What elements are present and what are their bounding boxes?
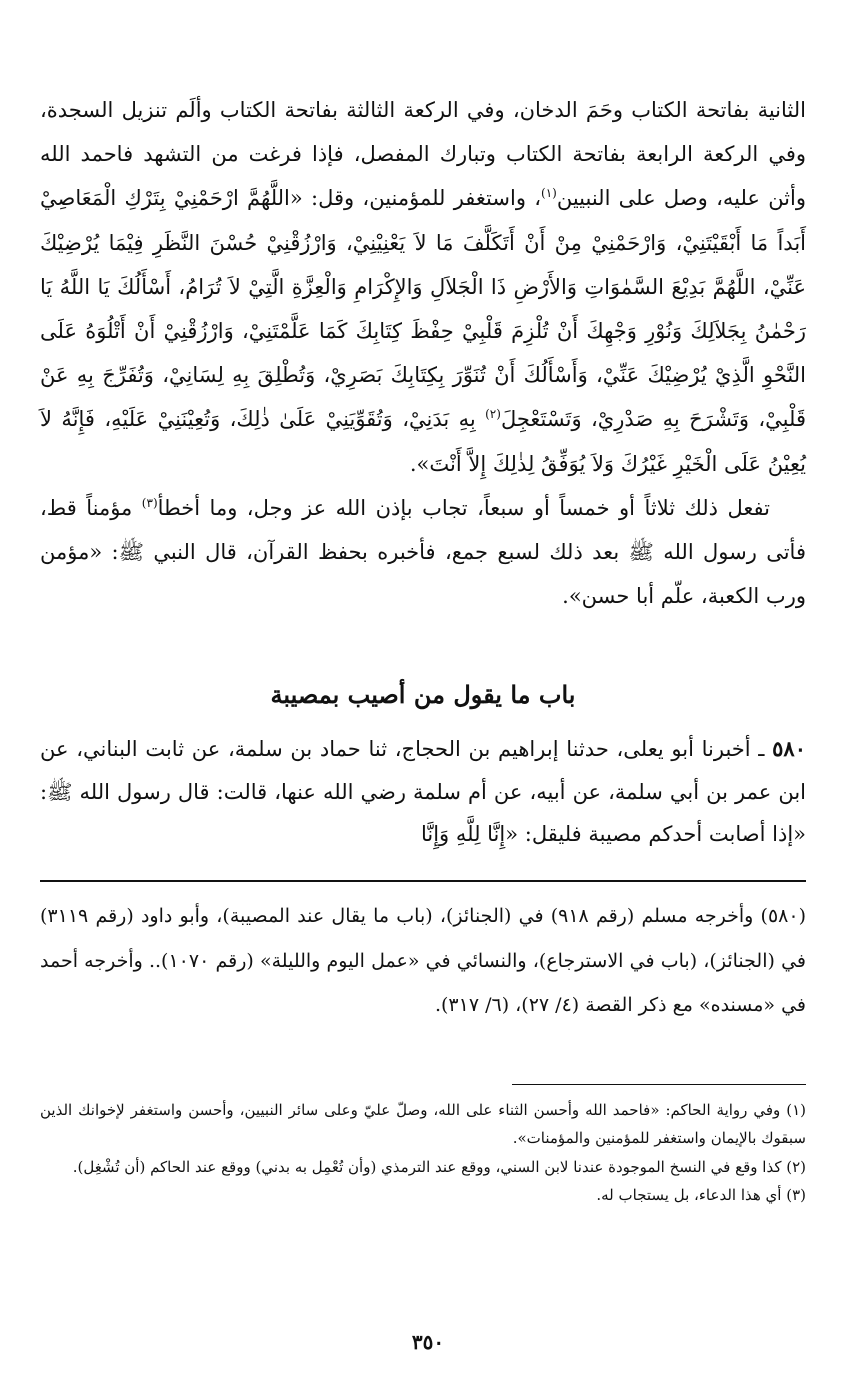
text-segment: بِهِ بَدَنِيْ، وَتُقَوِّيَنِيْ عَلَىٰ ذٰلِكَ، وَتُعِيْنَنِيْ عَلَيْهِ، فَإِنَّهُ لاَ يُعِيْنُ عَلَى الْخَيْرِ غَيْرُكَ وَلاَ يُوَفِّقُ لِذٰلِكَ إِلاَّ أَنْتَ». (40, 407, 806, 476)
footnote-marker-1: (١) (541, 186, 557, 201)
footnote-3: (٣) أي هذا الدعاء، بل يستجاب له. (596, 1186, 806, 1205)
hadith-text: ـ أخبرنا أبو يعلى، حدثنا إبراهيم بن الحجاج، ثنا حماد بن سلمة، عن ثابت البناني، عن ابن عمر بن أبي سلمة، عن أبيه، عن أم سلمة رضي الله عنها، قالت: قال رسول الله ﷺ: «إذا أصابت أحدكم مصيبة فليقل: «إِنَّا لِلَّهِ وَإِنَّا (40, 737, 806, 847)
footnote-marker-3: (٣) (141, 495, 158, 510)
text-segment: مؤمناً قط، فأتى رسول الله ﷺ بعد ذلك لسبع جمع، فأخبره بحفظ القرآن، قال النبي ﷺ: «مؤمن ورب الكعبة، علّم أبا حسن». (40, 495, 806, 609)
footnote-marker-2: (٢) (485, 407, 501, 422)
footnotes (40, 1096, 806, 1210)
instruction-paragraph (40, 486, 806, 619)
hadith-number: ٥٨٠ (772, 736, 806, 761)
dua-paragraph (40, 88, 806, 486)
text-segment: ، واستغفر للمؤمنين، وقل: «اللَّهُمَّ ارْحَمْنِيْ بِتَرْكِ الْمَعَاصِيْ أَبَداً مَا أَبْقَيْتَنِيْ، وَارْحَمْنِيْ مِنْ أَنْ أَتَكَلَّفَ مَا لاَ يَعْنِيْنِيْ، وَارْزُقْنِيْ حُسْنَ النَّظَرِ فِيْمَا يُرْضِيْكَ عَنِّيْ، اللَّهُمَّ بَدِيْعَ السَّمٰوَاتِ وَالأَرْضِ ذَا الْجَلاَلِ وَالإِكْرَامِ وَالْعِزَّةِ الَّتِيْ لاَ تُرَامُ، أَسْأَلُكَ يَا اللَّهُ يَا رَحْمٰنُ بِجَلاَلِكَ وَنُوْرِ وَجْهِكَ أَنْ تُلْزِمَ قَلْبِيْ حِفْظَ كِتَابِكَ كَمَا عَلَّمْتَنِيْ، وَارْزُقْنِيْ أَنْ أَتْلُوَهُ عَلَى النَّحْوِ الَّذِيْ يُرْضِيْكَ عَنِّيْ، وَأَسْأَلُكَ أَنْ تُنَوِّرَ بِكِتَابِكَ بَصَرِيْ، وَتُطْلِقَ بِهِ لِسَانِيْ، وَتُفَرِّجَ بِهِ عَنْ قَلْبِيْ، وَتَشْرَحَ بِهِ صَدْرِيْ، وَتَسْتَعْجِلَ (40, 186, 807, 432)
main-text (40, 88, 806, 618)
footnote-2: (٢) كذا وقع في النسخ الموجودة عندنا لابن السني، ووقع عند الترمذي (وأن تُعْمِل به بدني) ووقع عند الحاكم (أن تُشْغِل). (72, 1157, 806, 1176)
footnote-short-rule (512, 1084, 806, 1085)
text-segment: الثانية بفاتحة الكتاب وحَمَ الدخان، وفي الركعة الثالثة بفاتحة الكتاب وألَم تنزيل السجدة، وفي الركعة الرابعة بفاتحة الكتاب وتبارك المفصل، فإذا فرغت من التشهد فاحمد الله وأثن عليه، وصل على النبيين (40, 98, 806, 211)
text-segment: تفعل ذلك ثلاثاً أو خمساً أو سبعاً، تجاب بإذن الله عز وجل، وما أخطأ (157, 495, 770, 520)
hadith-sources: (٥٨٠) وأخرجه مسلم (رقم ٩١٨) في (الجنائز)، (باب ما يقال عند المصيبة)، وأبو داود (رقم ٣١١٩) في (الجنائز)، (باب في الاسترجاع)، والنسائي في «عمل اليوم والليلة» (رقم ١٠٧٠).. وأخرجه أحمد في «مسنده» مع ذكر القصة (٤/ ٢٧)، (٦/ ٣١٧). (40, 905, 806, 1016)
page-number: ٣٥٠ (411, 1330, 445, 1354)
hadith-paragraph (40, 728, 806, 856)
chapter-heading: باب ما يقول من أصيب بمصيبة (270, 680, 576, 709)
footnote-1: (١) وفي رواية الحاكم: «فاحمد الله وأحسن الثناء على الله، وصلّ عليّ وعلى سائر النبيين، وأحسن واستغفر لإخوانك الذين سبقوك بالإيمان واستغفر للمؤمنين والمؤمنات». (40, 1101, 806, 1148)
footnote-separator-line (40, 880, 806, 882)
